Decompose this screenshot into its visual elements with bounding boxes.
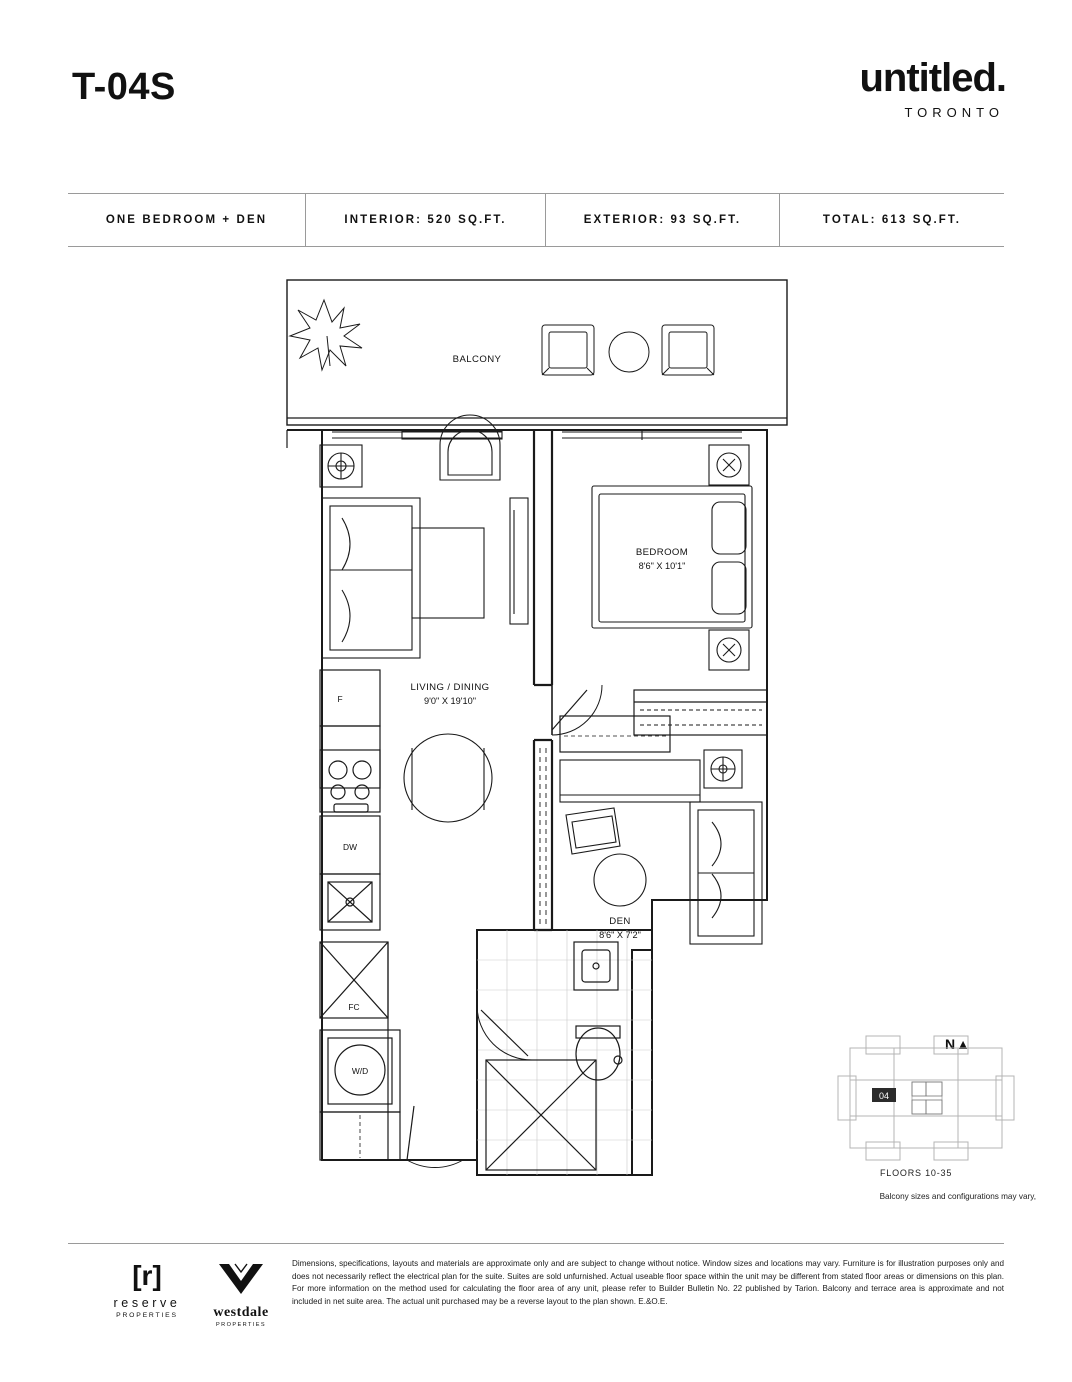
appliance-label-dishwasher: DW xyxy=(343,842,357,852)
room-dim-living-dining: 9'0" X 19'10" xyxy=(424,696,476,706)
room-dim-bedroom: 8'6" X 10'1" xyxy=(638,561,686,571)
room-dim-den: 8'6" X 7'2" xyxy=(599,930,641,940)
brand-name: untitled. xyxy=(859,56,1006,100)
brand-logo xyxy=(859,58,1006,120)
spec-interior-area: INTERIOR: 520 SQ.FT. xyxy=(306,194,546,246)
footer-divider xyxy=(68,1243,1004,1244)
westdale-mark-icon xyxy=(215,1262,267,1296)
legal-disclaimer: Dimensions, specifications, layouts and materials are approximate only and are subject to change without notice. Window sizes and locations may vary. Furniture is for illustration purposes only and does not necessarily reflect the electrical plan for the suite. Suites are sold unfurnished. Actual useable floor space within the unit may be different from stated floor areas or dimensions on this plan. For more information on the method used for calculating the floor area of any unit, please refer to Builder Bulletin No. 22 published by Tarion. Balcony and terrace area is approximate and not included in net suite area. The actual unit purchased may be a reverse layout to the plan shown. E.&O.E. xyxy=(292,1259,1004,1306)
spec-exterior-area: EXTERIOR: 93 SQ.FT. xyxy=(546,194,780,246)
westdale-name: westdale xyxy=(213,1305,269,1320)
suite-spec-bar xyxy=(68,193,1004,247)
room-label-living-dining: LIVING / DINING xyxy=(410,682,490,693)
reserve-sub: PROPERTIES xyxy=(116,1312,178,1319)
keyplan-floors-label: FLOORS 10-35 xyxy=(880,1168,953,1178)
reserve-name: reserve xyxy=(113,1296,181,1310)
north-indicator: N▲ xyxy=(945,1036,971,1052)
room-label-bedroom: BEDROOM xyxy=(635,547,689,558)
room-label-balcony: BALCONY xyxy=(452,354,502,365)
keyplan-unit-marker: 04 xyxy=(878,1091,890,1101)
appliance-label-washer-dryer: W/D xyxy=(351,1066,369,1076)
north-label: N xyxy=(945,1036,957,1052)
appliance-label-fan-coil: FC xyxy=(348,1002,360,1012)
spec-suite-type: ONE BEDROOM + DEN xyxy=(68,194,306,246)
suite-title: T-04S xyxy=(72,66,176,108)
brand-subtitle: TORONTO xyxy=(904,105,1004,120)
key-plan xyxy=(836,1030,1016,1205)
keyplan-balcony-note: Balcony sizes and configurations may vary, xyxy=(879,1192,1036,1201)
logo-westdale-properties xyxy=(186,1262,296,1328)
floorplan-drawing xyxy=(262,270,822,1190)
plant-icon xyxy=(290,300,362,370)
spec-total-area: TOTAL: 613 SQ.FT. xyxy=(822,214,962,226)
westdale-sub: PROPERTIES xyxy=(216,1322,266,1328)
room-label-den: DEN xyxy=(609,916,631,927)
reserve-mark: [r] xyxy=(132,1260,162,1291)
appliance-label-fridge: F xyxy=(337,694,343,704)
